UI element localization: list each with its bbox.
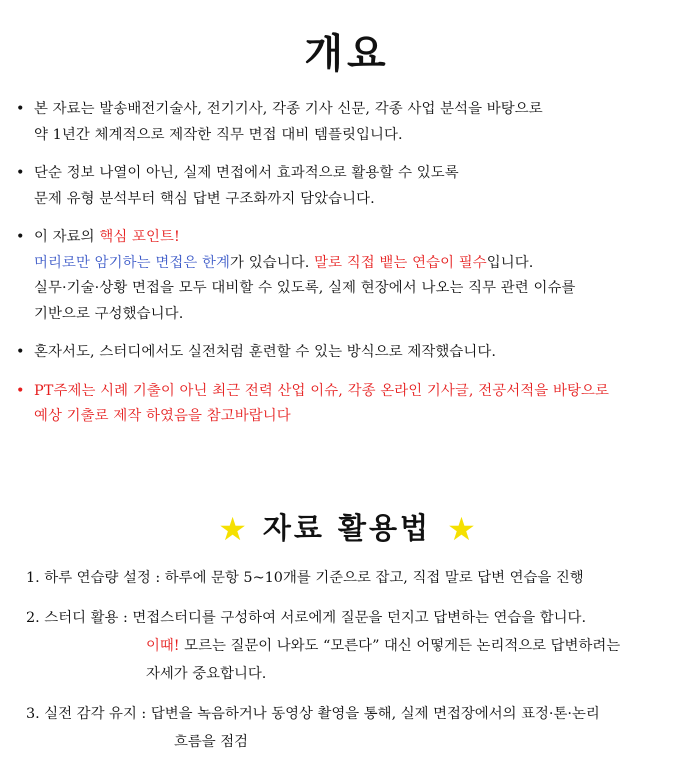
bullet-text: 실무·기술·상황 면접을 모두 대비할 수 있도록, 실제 현장에서 나오는 직무 관련 이슈를 bbox=[34, 280, 576, 296]
step-text: 2. 스터디 활용 : 면접스터디를 구성하여 서로에게 질문을 던지고 답변하는 연습을 합니다. bbox=[26, 610, 587, 626]
overview-bullets bbox=[16, 97, 666, 443]
bullet-self-study bbox=[16, 340, 666, 366]
step-text bbox=[26, 632, 666, 660]
bullet-text bbox=[34, 225, 666, 251]
bullet-structure bbox=[16, 161, 666, 212]
bullet-dot: • bbox=[16, 165, 25, 181]
step-practical-sense bbox=[26, 700, 666, 756]
bullet-mid: 가 있습니다. bbox=[230, 254, 315, 271]
step-text: 자세가 중요합니다. bbox=[146, 666, 267, 682]
bullet-text: 약 1년간 체계적으로 제작한 직무 면접 대비 템플릿입니다. bbox=[34, 126, 403, 143]
bullet-source bbox=[16, 97, 666, 148]
star-icon: ★ bbox=[447, 510, 476, 548]
key-point-highlight: 핵심 포인트! bbox=[99, 229, 180, 245]
star-icon: ★ bbox=[218, 510, 247, 548]
usage-heading-text: 자료 활용법 bbox=[262, 511, 432, 545]
usage-steps bbox=[26, 564, 666, 768]
step-study-group bbox=[26, 604, 666, 688]
bullet-pt-topics bbox=[16, 379, 666, 430]
bullet-text: 혼자서도, 스터디에서도 실전처럼 훈련할 수 있는 방식으로 제작했습니다. bbox=[34, 344, 497, 360]
bullet-dot: • bbox=[16, 382, 25, 399]
bullet-key-point bbox=[16, 225, 666, 327]
bullet-text: PT주제는 시례 기출이 아닌 최근 전력 산업 이슈, 각종 온라인 기사글, 전공서적을 바탕으로 bbox=[34, 382, 609, 399]
bullet-text: 기반으로 구성했습니다. bbox=[34, 305, 184, 322]
memorize-limit-text: 머리로만 암기하는 면접은 한계 bbox=[34, 254, 231, 271]
step-text-rest: 모르는 질문이 나와도 “모른다” 대신 어떻게든 논리적으로 답변하려는 bbox=[179, 638, 621, 654]
page-title: 개요 bbox=[304, 31, 390, 77]
bullet-dot: • bbox=[16, 101, 25, 117]
bullet-suffix: 입니다. bbox=[486, 254, 534, 271]
bullet-dot: • bbox=[16, 229, 25, 245]
step-text: 3. 실전 감각 유지 : 답변을 녹음하거나 동영상 촬영을 통해, 실제 면접장에서의 표정·톤·논리 bbox=[26, 706, 600, 722]
bullet-prefix: 이 자료의 bbox=[34, 229, 100, 245]
usage-heading bbox=[0, 506, 694, 548]
notice-highlight: 이때! bbox=[146, 638, 180, 654]
step-text: 1. 하루 연습량 설정 : 하루에 문항 5~10개를 기준으로 잡고, 직접 말로 답변 연습을 진행 bbox=[26, 570, 584, 586]
bullet-text: 예상 기출로 제작 하였음을 참고바랍니다 bbox=[34, 408, 291, 424]
speaking-practice-text: 말로 직접 뱉는 연습이 필수 bbox=[314, 254, 487, 271]
step-daily-practice bbox=[26, 564, 666, 592]
bullet-text: 문제 유형 분석부터 핵심 답변 구조화까지 담았습니다. bbox=[34, 190, 375, 207]
step-text: 흐름을 점검 bbox=[174, 734, 249, 750]
bullet-text bbox=[34, 251, 666, 277]
bullet-dot: • bbox=[16, 344, 25, 360]
bullet-text: 단순 정보 나열이 아닌, 실제 면접에서 효과적으로 활용할 수 있도록 bbox=[34, 165, 459, 181]
bullet-text: 본 자료는 발송배전기술사, 전기기사, 각종 기사 신문, 각종 사업 분석을 바탕으로 bbox=[34, 101, 543, 117]
